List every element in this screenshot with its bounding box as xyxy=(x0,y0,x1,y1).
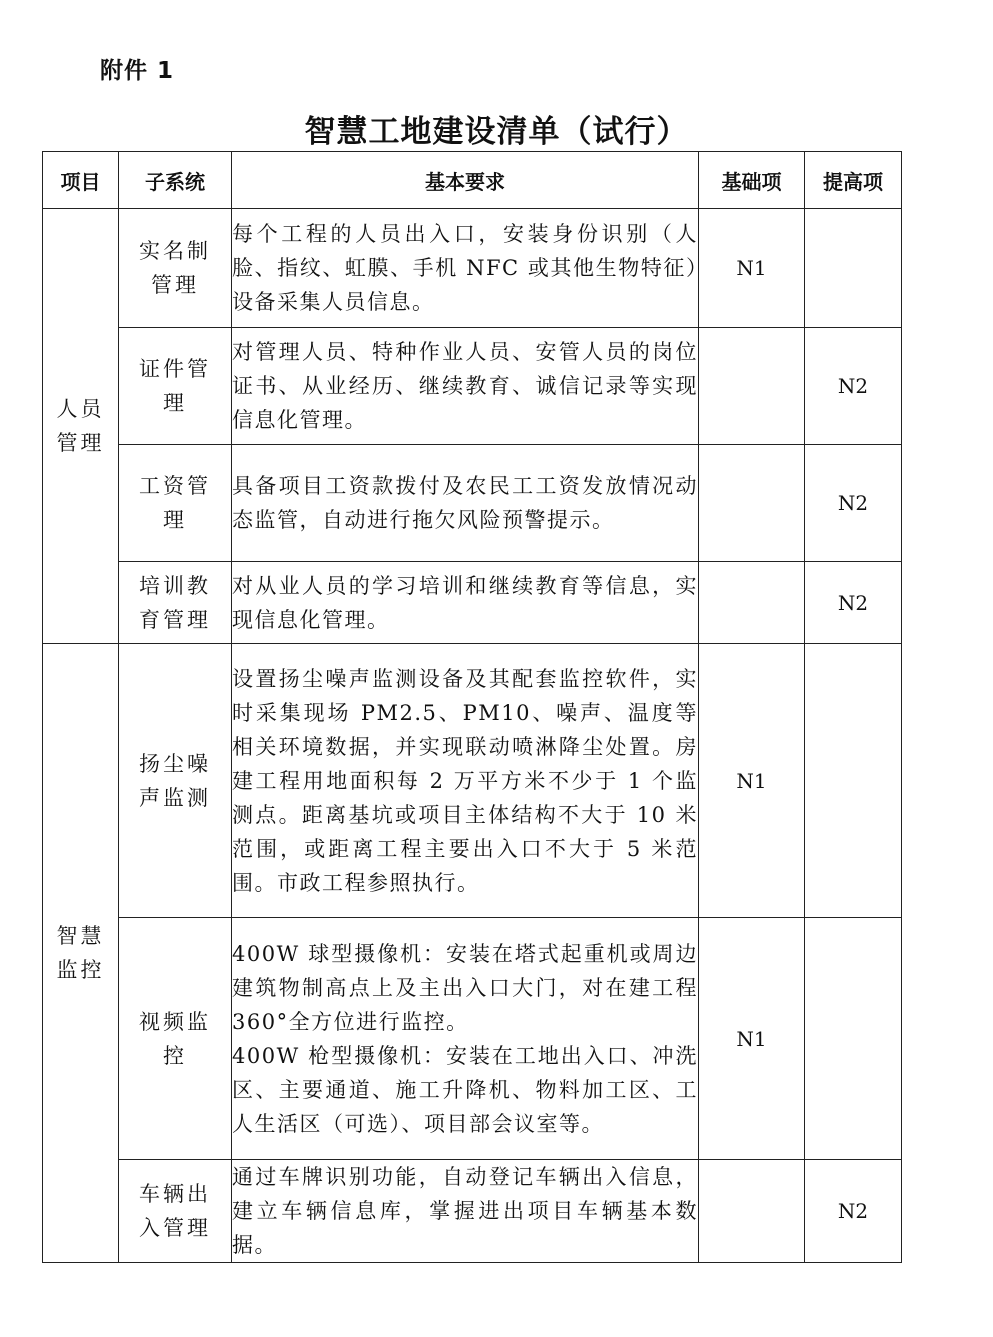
table-row xyxy=(43,328,902,445)
advanced-level-cell: N2 xyxy=(805,562,902,644)
subsystem-label: 车辆出入管理 xyxy=(139,1182,211,1240)
checklist-table xyxy=(42,151,902,1263)
table-row xyxy=(43,209,902,328)
basic-level-cell xyxy=(699,445,805,562)
basic-level-cell xyxy=(699,1160,805,1263)
basic-level-cell: N1 xyxy=(699,644,805,918)
basic-level-cell xyxy=(699,328,805,445)
requirement-cell: 对从业人员的学习培训和继续教育等信息，实现信息化管理。 xyxy=(232,562,699,644)
category-label: 人员管理 xyxy=(56,397,105,455)
table-row xyxy=(43,562,902,644)
header-basic: 基础项 xyxy=(699,152,805,209)
header-row xyxy=(43,152,902,209)
advanced-level-cell: N2 xyxy=(805,1160,902,1263)
header-requirement: 基本要求 xyxy=(232,152,699,209)
subsystem-cell xyxy=(119,644,232,918)
subsystem-label: 工资管理 xyxy=(139,474,211,532)
requirement-cell: 设置扬尘噪声监测设备及其配套监控软件，实时采集现场 PM2.5、PM10、噪声、温度等相关环境数据，并实现联动喷淋降尘处置。房建工程用地面积每 2 万平方米不少于 1 个监测点。距离基坑或项目主体结构不大于 10 米范围，或距离工程主要出入口不大于 5 米范围。市政工程参照执行。 xyxy=(232,644,699,918)
basic-level-cell: N1 xyxy=(699,209,805,328)
document-title: 智慧工地建设清单（试行） xyxy=(304,114,689,150)
subsystem-label: 培训教育管理 xyxy=(139,573,211,632)
category-cell xyxy=(43,209,119,644)
requirement-cell: 具备项目工资款拨付及农民工工资发放情况动态监管，自动进行拖欠风险预警提示。 xyxy=(232,445,699,562)
basic-level-cell: N1 xyxy=(699,918,805,1160)
requirement-cell: 400W 球型摄像机：安装在塔式起重机或周边建筑物制高点上及主出入口大门，对在建工程 360°全方位进行监控。 400W 枪型摄像机：安装在工地出入口、冲洗区、主要通道、施工升降机、物料加工区、工人生活区（可选）、项目部会议室等。 xyxy=(232,918,699,1160)
advanced-level-cell xyxy=(805,209,902,328)
header-item: 项目 xyxy=(43,152,119,209)
requirement-cell: 每个工程的人员出入口，安装身份识别（人脸、指纹、虹膜、手机 NFC 或其他生物特征）设备采集人员信息。 xyxy=(232,209,699,328)
requirement-cell: 对管理人员、特种作业人员、安管人员的岗位证书、从业经历、继续教育、诚信记录等实现信息化管理。 xyxy=(232,328,699,445)
table-row xyxy=(43,1160,902,1263)
header-advanced: 提高项 xyxy=(805,152,902,209)
attachment-label: 附件 1 xyxy=(100,58,175,84)
advanced-level-cell xyxy=(805,918,902,1160)
subsystem-label: 证件管理 xyxy=(139,357,211,415)
subsystem-label: 实名制管理 xyxy=(139,239,211,297)
category-cell xyxy=(43,644,119,1263)
header-subsystem: 子系统 xyxy=(119,152,232,209)
table-row xyxy=(43,445,902,562)
category-label: 智慧监控 xyxy=(56,924,105,982)
advanced-level-cell xyxy=(805,644,902,918)
basic-level-cell xyxy=(699,562,805,644)
subsystem-cell xyxy=(119,328,232,445)
subsystem-cell xyxy=(119,445,232,562)
table-row xyxy=(43,918,902,1160)
subsystem-cell xyxy=(119,562,232,644)
table-row xyxy=(43,644,902,918)
subsystem-cell xyxy=(119,209,232,328)
requirement-cell: 通过车牌识别功能，自动登记车辆出入信息，建立车辆信息库，掌握进出项目车辆基本数据。 xyxy=(232,1160,699,1263)
subsystem-cell xyxy=(119,1160,232,1263)
advanced-level-cell: N2 xyxy=(805,328,902,445)
subsystem-cell xyxy=(119,918,232,1160)
advanced-level-cell: N2 xyxy=(805,445,902,562)
subsystem-label: 视频监控 xyxy=(139,1009,211,1068)
subsystem-label: 扬尘噪声监测 xyxy=(139,751,211,810)
